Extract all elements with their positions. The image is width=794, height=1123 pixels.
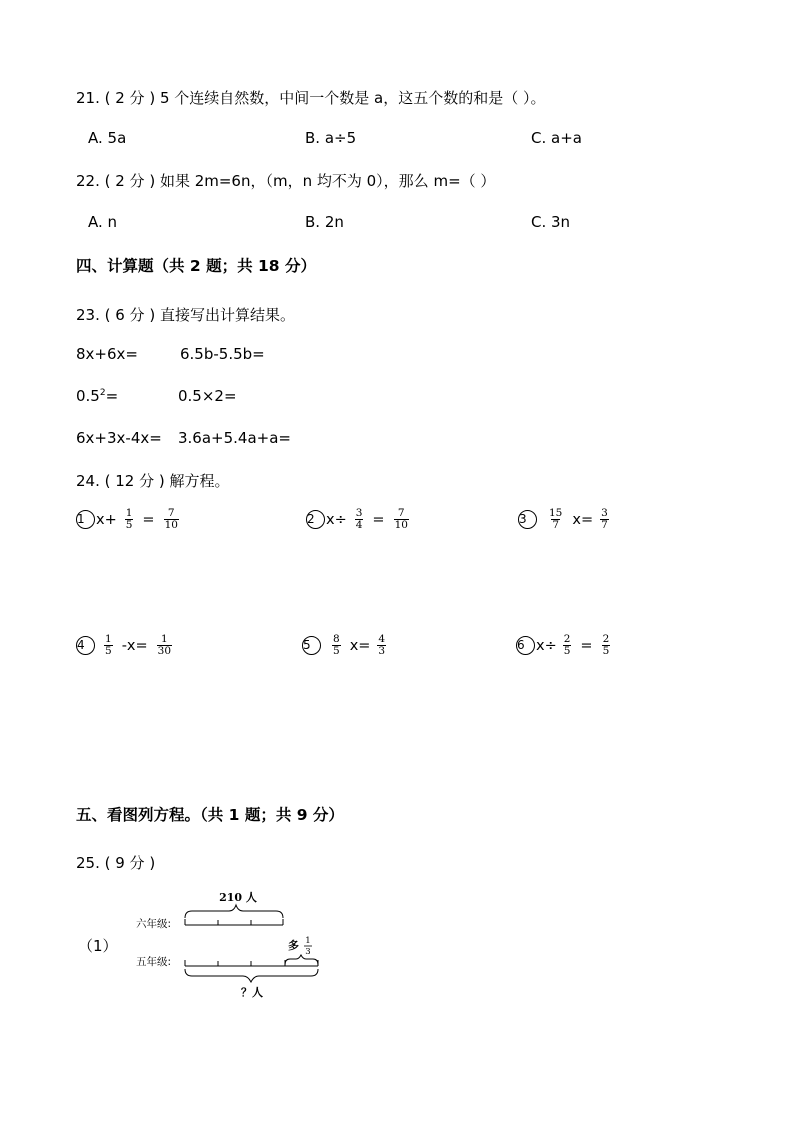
q25-text: 25. ( 9 分 )	[76, 854, 156, 872]
q23-item-c	[76, 387, 118, 405]
eq1-equals: =	[142, 511, 155, 528]
eq6-prefix: x÷	[536, 637, 557, 654]
q23-item-c-exponent: 2	[99, 388, 106, 398]
q24-equation-6	[516, 634, 613, 657]
q23-item-e: 6x+3x-4x=	[76, 429, 162, 447]
section-5-title: 五、看图列方程。（共 1 题；共 9 分）	[76, 806, 344, 824]
q24-equation-4	[76, 634, 175, 657]
eq4-mid: -x=	[121, 637, 148, 654]
more-brace	[285, 955, 318, 965]
q23-item-a: 8x+6x=	[76, 345, 138, 363]
q21-option-b: B. a÷5	[305, 129, 357, 147]
q22-text: 22. ( 2 分 ) 如果 2m=6n，（m，n 均不为 0），那么 m=（ ）	[76, 172, 496, 190]
q21-text: 21. ( 2 分 ) 5 个连续自然数，中间一个数是 a，这五个数的和是（ ）。	[76, 89, 546, 107]
circled-number-1: 1	[76, 510, 95, 529]
q25-part-1-label: （1）	[78, 937, 118, 955]
eq3-fraction-2: $\frac{3}{7}$	[601, 507, 608, 532]
eq4-fraction-2: $\frac{1}{30}$	[157, 633, 172, 658]
circled-number-2: 2	[306, 510, 325, 529]
eq1-fraction-1: $\frac{1}{5}$	[125, 507, 133, 532]
circled-number-4: 4	[76, 636, 95, 655]
q22-option-b: B. 2n	[305, 213, 344, 231]
q23-item-c-tail: =	[105, 387, 119, 405]
top-brace	[185, 905, 283, 918]
eq2-fraction-1: $\frac{3}{4}$	[355, 507, 363, 532]
more-fraction-den: 3	[305, 947, 311, 957]
q23-item-b: 6.5b-5.5b=	[180, 345, 265, 363]
bottom-label: ？人	[241, 986, 263, 999]
more-label: 多	[288, 939, 299, 952]
eq6-fraction-1: $\frac{2}{5}$	[563, 633, 571, 658]
eq4-fraction-1: $\frac{1}{5}$	[105, 633, 112, 658]
section-4-title: 四、计算题（共 2 题；共 18 分）	[76, 257, 316, 275]
q21-option-a: A. 5a	[88, 129, 127, 147]
eq1-fraction-2: $\frac{7}{10}$	[164, 507, 178, 532]
q24-text: 24. ( 12 分 ) 解方程。	[76, 472, 230, 490]
top-label: 210 人	[219, 891, 257, 904]
bottom-brace	[185, 969, 318, 982]
q23-text: 23. ( 6 分 ) 直接写出计算结果。	[76, 306, 295, 324]
eq1-prefix: x+	[96, 511, 117, 528]
eq5-mid: x=	[349, 637, 371, 654]
eq5-fraction-2: $\frac{4}{3}$	[378, 633, 386, 658]
segment-diagram	[130, 885, 330, 1005]
row-label-grade-5: 五年级:	[136, 956, 172, 968]
q24-equation-3	[518, 508, 612, 531]
eq5-fraction-1: $\frac{8}{5}$	[333, 633, 340, 658]
eq2-fraction-2: $\frac{7}{10}$	[394, 507, 408, 532]
circled-number-5: 5	[302, 636, 321, 655]
q23-item-d: 0.5×2=	[178, 387, 237, 405]
q23-item-c-base: 0.5	[76, 387, 100, 405]
q24-equation-5	[302, 634, 389, 657]
eq2-equals: =	[372, 511, 385, 528]
eq3-fraction-1: $\frac{15}{7}$	[549, 507, 563, 532]
eq3-mid: x=	[572, 511, 594, 528]
more-fraction-num: 1	[305, 936, 311, 946]
eq6-equals: =	[580, 637, 593, 654]
row-label-grade-6: 六年级:	[136, 918, 172, 930]
circled-number-3: 3	[518, 510, 537, 529]
circled-number-6: 6	[516, 636, 535, 655]
q22-option-a: A. n	[88, 213, 118, 231]
q22-option-c: C. 3n	[531, 213, 571, 231]
q24-equation-2	[306, 508, 412, 531]
eq2-prefix: x÷	[326, 511, 347, 528]
q21-option-c: C. a+a	[531, 129, 582, 147]
eq6-fraction-2: $\frac{2}{5}$	[602, 633, 610, 658]
q24-equation-1	[76, 508, 182, 531]
q23-item-f: 3.6a+5.4a+a=	[178, 429, 291, 447]
